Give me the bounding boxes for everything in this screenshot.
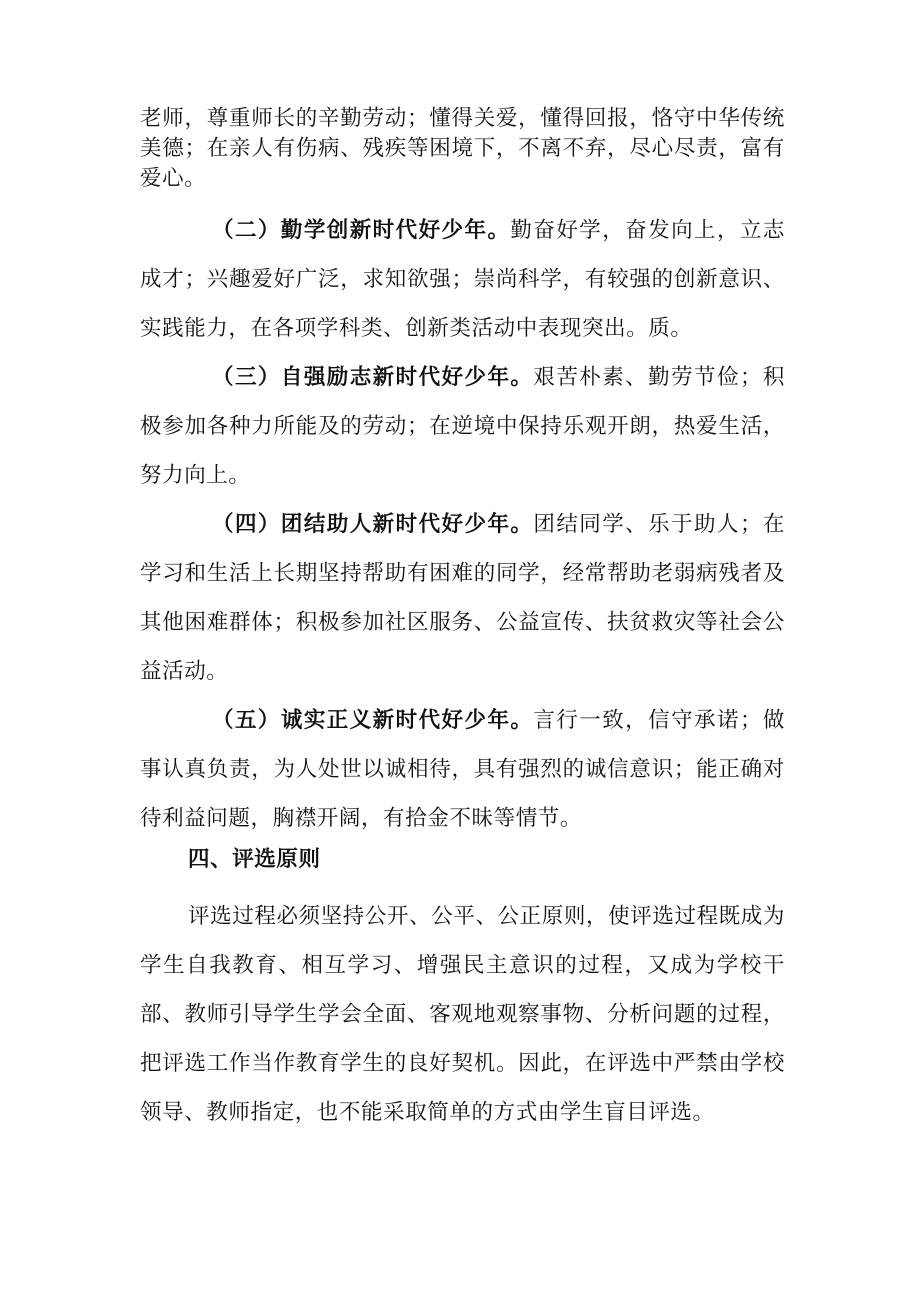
item-paragraph (140, 353, 785, 500)
item-body: 言行一致，信守承诺；做事认真负责，为人处世以诚相待，具有强烈的诚信意识；能正确对待利益问题，胸襟开阔，有拾金不昧等情节。 (140, 708, 785, 831)
item-title: （五）诚实正义新时代好少年。 (212, 708, 534, 733)
section-paragraph: 评选过程必须坚持公开、公平、公正原则，使评选过程既成为学生自我教育、相互学习、增强民主意识的过程，又成为学校干部、教师引导学生学会全面、客观地观察事物、分析问题的过程，把评选工作当作教育学生的良好契机。因此，在评选中严禁由学校领导、教师指定，也不能采取简单的方式由学生盲目评选。 (140, 904, 785, 1125)
item-body: 艰苦朴素、勤劳节俭；积极参加各种力所能及的劳动；在逆境中保持乐观开朗，热爱生活，努力向上。 (140, 365, 785, 488)
intro-paragraph: 老师，尊重师长的辛勤劳动；懂得关爱，懂得回报，恪守中华传统美德；在亲人有伤病、残疾等困境下，不离不弃，尽心尽责，富有爱心。 (140, 106, 785, 191)
item-paragraph (140, 696, 785, 843)
item-title: （四）团结助人新时代好少年。 (212, 512, 534, 537)
item-paragraph (140, 500, 785, 696)
item-title: （三）自强励志新时代好少年。 (212, 365, 534, 390)
item-paragraph (140, 206, 785, 353)
item-title: （二）勤学创新时代好少年。 (212, 218, 511, 243)
item-body: 勤奋好学，奋发向上，立志成才；兴趣爱好广泛，求知欲强；崇尚科学，有较强的创新意识、实践能力，在各项学科类、创新类活动中表现突出。质。 (140, 218, 785, 341)
section-heading: 四、评选原则 (188, 847, 321, 872)
item-body: 团结同学、乐于助人；在学习和生活上长期坚持帮助有困难的同学，经常帮助老弱病残者及其他困难群体；积极参加社区服务、公益宣传、扶贫救灾等社会公益活动。 (140, 512, 785, 684)
